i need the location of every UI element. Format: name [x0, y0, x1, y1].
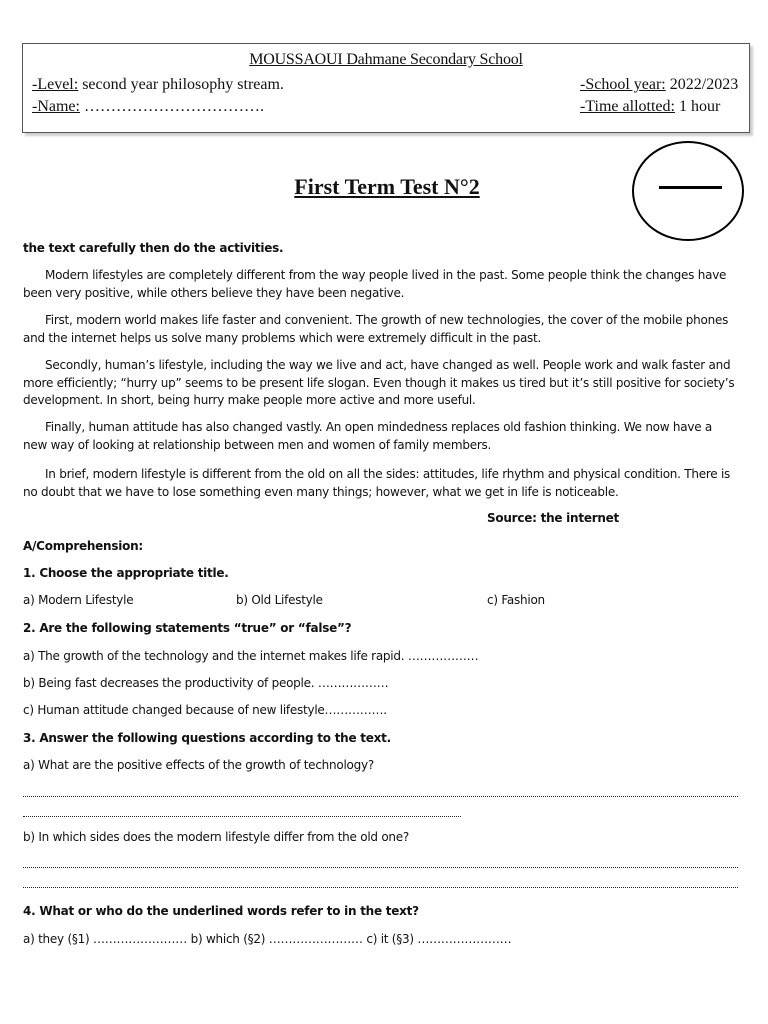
paragraph-5: In brief, modern lifestyle is different from the old on all the sides: attitudes, life rhythm and physical condition. There is no doubt that we have to lose something even many things; however, what we get in life is noticeable. [23, 467, 731, 499]
answer-line [23, 796, 738, 797]
question-2-prompt: 2. Are the following statements “true” or “false”? [23, 621, 352, 635]
paragraph-4: Finally, human attitude has also changed vastly. An open mindedness replaces old fashion thinking. We now have a new way of looking at relationship between men and women of family members. [23, 420, 713, 452]
paragraph-3: Secondly, human’s lifestyle, including the way we live and act, have changed as well. People work and walk faster and more efficiently; “hurry up” seems to be present life slogan. Even though it makes us tired but it’s still positive for society’s development. In short, being hurry make people more active and more useful. [23, 358, 735, 407]
test-title: First Term Test N°2 [294, 174, 480, 199]
time-allotted-label: -Time allotted: [580, 98, 675, 115]
q2-statement-c: c) Human attitude changed because of new lifestyle……………. [23, 703, 387, 717]
answer-line [23, 816, 461, 817]
school-year-label: -School year: [580, 76, 666, 93]
q2-statement-a: a) The growth of the technology and the internet makes life rapid. ……………… [23, 649, 479, 663]
grade-circle [632, 141, 744, 241]
name-value: ……………………………. [79, 98, 264, 115]
question-3-prompt: 3. Answer the following questions according to the text. [23, 731, 391, 745]
question-1-prompt: 1. Choose the appropriate title. [23, 566, 229, 580]
school-year-value: 2022/2023 [665, 76, 739, 93]
question-4-prompt: 4. What or who do the underlined words refer to in the text? [23, 904, 419, 918]
level-value: second year philosophy stream. [78, 76, 284, 93]
school-year-line [580, 76, 738, 94]
q3-question-b: b) In which sides does the modern lifestyle differ from the old one? [23, 830, 410, 844]
name-line [32, 98, 264, 116]
q1-option-b: b) Old Lifestyle [236, 593, 323, 607]
time-allotted-line [580, 98, 720, 116]
level-label: -Level: [32, 76, 79, 93]
answer-line [23, 887, 738, 888]
time-allotted-value: 1 hour [674, 98, 721, 115]
q3-question-a: a) What are the positive effects of the growth of technology? [23, 758, 374, 772]
q1-option-a: a) Modern Lifestyle [23, 593, 134, 607]
school-name: MOUSSAOUI Dahmane Secondary School [249, 51, 523, 68]
header-box [22, 43, 750, 133]
source-label: Source: the internet [487, 511, 620, 525]
name-label: -Name: [32, 98, 80, 115]
grade-bar [659, 186, 722, 189]
paragraph-2: First, modern world makes life faster and convenient. The growth of new technologies, the cover of the mobile phones and the internet helps us solve many problems which were extremely difficult in the past. [23, 313, 729, 345]
q2-statement-b: b) Being fast decreases the productivity of people. ……………… [23, 676, 389, 690]
q1-option-c: c) Fashion [487, 593, 545, 607]
paragraph-1: Modern lifestyles are completely different from the way people lived in the past. Some people think the changes have been very positive, while others believe they have been negative. [23, 268, 727, 300]
instruction: the text carefully then do the activities. [23, 241, 284, 255]
level-line [32, 76, 284, 94]
section-a-heading: A/Comprehension: [23, 539, 143, 553]
answer-line [23, 867, 738, 868]
q4-items: a) they (§1) …………………… b) which (§2) …………………… c) it (§3) …………………… [23, 932, 512, 946]
